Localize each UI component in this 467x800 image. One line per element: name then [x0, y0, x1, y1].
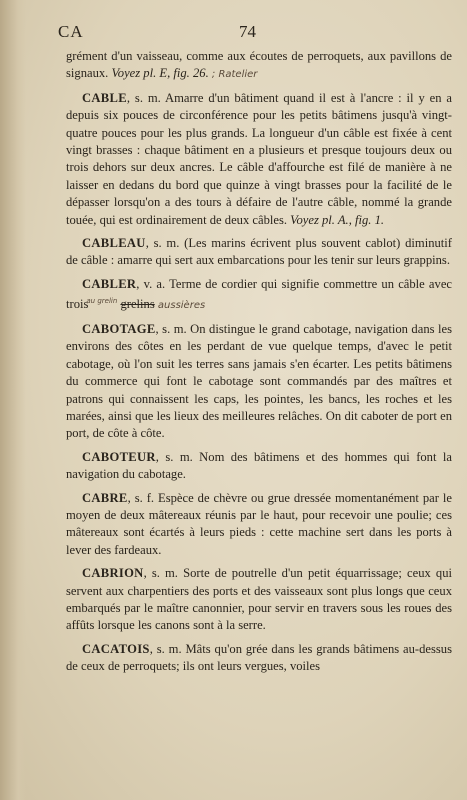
headword: CABOTEUR [82, 449, 156, 464]
entry-text: , s. f. Espèce de chèvre ou grue dressée momentanément par le moyen de deux mâtereaux réunis par le haut, pour recevoir une poulie; ces mâtereaux sont écartés à leurs pieds : cette machine sert dans les ports à lever des fardeaux. [66, 490, 452, 557]
entry-text: , s. m. Mâts qu'on grée dans les grands bâtimens au-dessus de ceux de perroquets; ils ont leurs vergues, voiles [66, 641, 452, 674]
figure-reference: Voyez pl. A., fig. 1. [290, 212, 385, 227]
entry-cabre [66, 490, 452, 560]
headword: CABRION [82, 566, 144, 581]
entry-text: , s. m. Sorte de poutrelle d'un petit équarrissage; ceux qui servent aux charpentiers des ports et des vaisseaux sont plus longs que ceux embarqués par le maître canonnier, pour servir en travers sous les roues des affûts lorsque les canons sont à la serre. [66, 566, 452, 633]
struck-word: grelins [120, 297, 155, 312]
figure-reference: Voyez pl. E, fig. 26. [111, 66, 209, 81]
entry-text: , v. a. Terme de cordier qui signifie commettre un câble avec trois [66, 276, 452, 312]
headword: CABLEAU [82, 236, 146, 251]
headword: CABRE [82, 490, 128, 505]
dictionary-text [66, 48, 452, 682]
entry-text: , s. m. (Les marins écrivent plus souvent cablot) diminutif de câble : amarre qui sert aux embarcations pour les tenir sur leurs grappins. [66, 236, 452, 268]
header-abbreviation: CA [58, 22, 84, 41]
entry-text: , s. m. Amarre d'un bâtiment quand il est à l'ancre : il y en a depuis six pouces de circonférence pour les petits bâtimens jusqu'à vingt-quatre pouces pour les plus grands. La longueur d'un câble est fixée à cent vingt brasses : chaque bâtiment en a plusieurs et presque toujours deux ou trois dehors sur deux ancres. Le câble d'affourche est filé de manière à ne laisser en dedans du bord que quinze à vingt brasses pour la facilité de le dépasser lorsqu'on a des tours à défaire de l'autre câble, nommé la grande touée, qui est ordinairement de deux câbles. [66, 90, 452, 227]
entry-cabler [66, 276, 452, 315]
page-gutter-shadow [0, 0, 26, 800]
page-number: 74 [239, 22, 256, 41]
headword: CABLE [82, 90, 127, 105]
headword: CACATOIS [82, 641, 150, 656]
entry-caboteur [66, 449, 452, 484]
entry-continuation [66, 48, 452, 84]
headword: CABLER [82, 276, 137, 291]
headword: CABOTAGE [82, 321, 156, 336]
entry-text: , s. m. Nom des bâtimens et des hommes qui font la navigation du cabotage. [66, 449, 452, 482]
entry-text: grément d'un vaisseau, comme aux écoutes de perroquets, aux pavillons de signaux. [66, 49, 452, 81]
handwritten-correction: aussières [157, 300, 206, 312]
handwritten-insertion: au grelin [86, 297, 118, 306]
entry-cabrion [66, 565, 452, 635]
handwritten-note: ; Ratelier [211, 69, 258, 81]
entry-cable [66, 90, 452, 229]
entry-cacatois [66, 641, 452, 676]
entry-cabotage [66, 321, 452, 443]
entry-cableau [66, 235, 452, 270]
page-header [58, 22, 437, 44]
entry-text: , s. m. On distingue le grand cabotage, navigation dans les environs des côtes en les perdant de vue quelque temps, d'avec le petit cabotage, où l'on suit les terres sans jamais s'en écarter. Les petits bâtimens du commerce qui font le cabotage sont commandés par des maîtres et patrons qui connaissent les caps, les pointes, les bancs, les roches et les marées, ainsi que les lieux des meilleures relâches. On dit caboter de port en port, de côte à côte. [66, 321, 452, 441]
